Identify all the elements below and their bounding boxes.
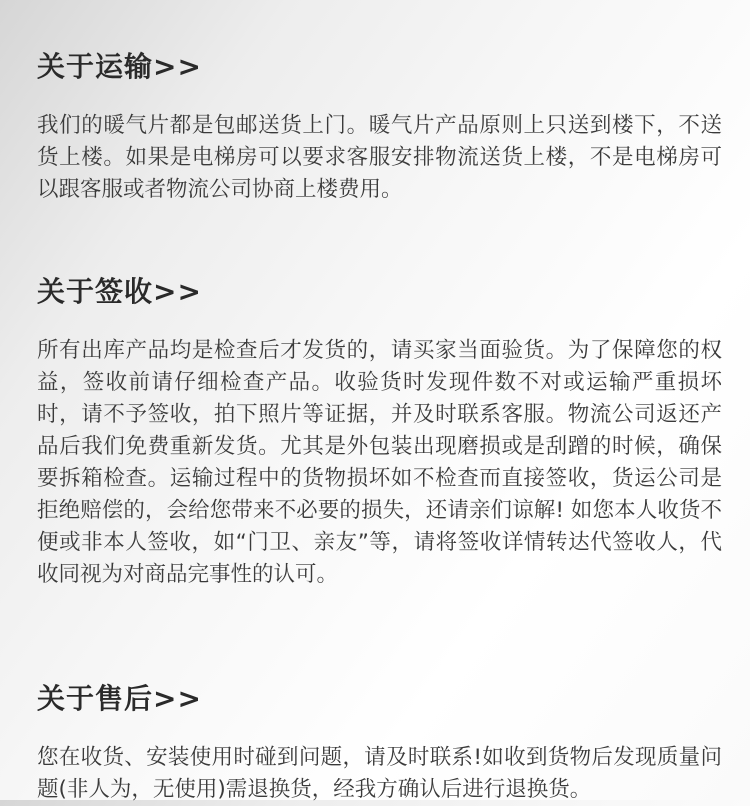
signing-body: 所有出库产品均是检查后才发货的，请买家当面验货。为了保障您的权益，签收前请仔细检查产品。收验货时发现件数不对或运输严重损坏时，请不予签收，拍下照片等证据，并及时联系客服。物流公司返还产品后我们免费重新发货。尤其是外包装出现磨损或是刮蹭的时候，确保要拆箱检查。运输过程中的货物损坏如不检查而直接签收，货运公司是拒绝赔偿的，会给您带来不必要的损失，还请亲们谅解! 如您本人收货不便或非本人签收，如“门卫、亲友”等，请将签收详情转达代签收人，代收同视为对商品完事性的认可。	[37, 338, 722, 587]
aftersale-section	[37, 682, 722, 806]
aftersale-body: 您在收货、安装使用时碰到问题，请及时联系!如收到货物后发现质量问题(非人为，无使用)需退换货，经我方确认后进行退换货。	[37, 745, 722, 802]
signing-title: 关于签收>>	[37, 275, 202, 308]
shipping-section	[37, 50, 722, 206]
signing-section	[37, 275, 722, 591]
aftersale-title: 关于售后>>	[37, 682, 202, 715]
shipping-body: 我们的暖气片都是包邮送货上门。暖气片产品原则上只送到楼下，不送货上楼。如果是电梯房可以要求客服安排物流送货上楼，不是电梯房可以跟客服或者物流公司协商上楼费用。	[37, 113, 722, 202]
shipping-title: 关于运输>>	[37, 50, 202, 83]
